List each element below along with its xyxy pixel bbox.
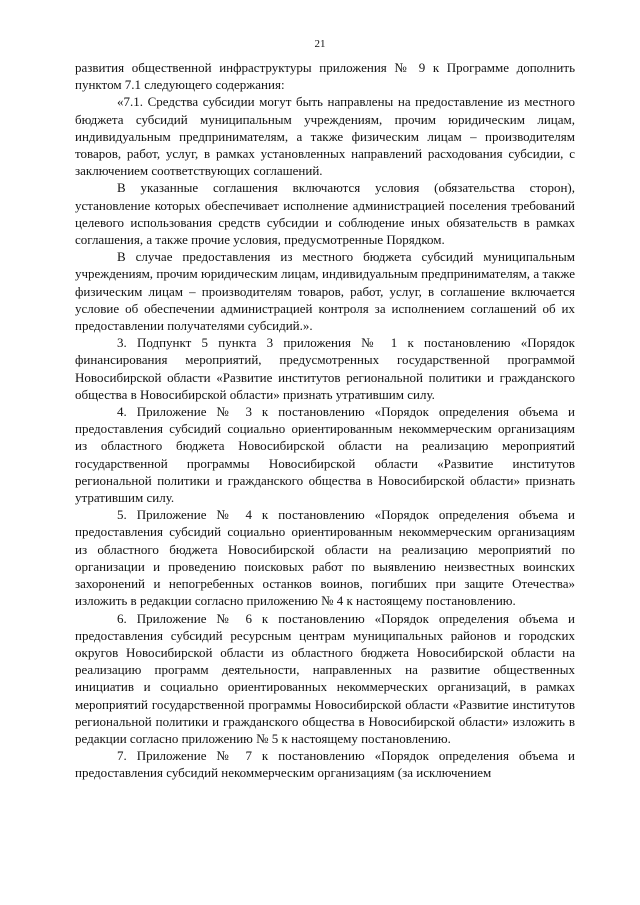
paragraph-item-4: 4. Приложение № 3 к постановлению «Порядок определения объема и предоставления субсидий социально ориентированным некоммерческим организациям из областного бюджета Новосибирской области на реализацию мероприятий государственной программы Новосибирской области «Развитие институтов региональной политики и гражданского общества в Новосибирской области» признать утратившим силу. [75, 404, 575, 506]
paragraph-item-3: 3. Подпункт 5 пункта 3 приложения № 1 к постановлению «Порядок финансирования мероприятий, предусмотренных государственной программой Новосибирской области «Развитие институтов региональной политики и гражданского общества в Новосибирской области» признать утратившим силу. [75, 335, 575, 402]
page-number: 21 [314, 38, 326, 50]
paragraph-agreements: В указанные соглашения включаются условия (обязательства сторон), установление которых обеспечивает исполнение администрацией поселения требований целевого использования средств субсидии и соблюдение иных обязательств в рамках соглашения, а также прочие условия, предусмотренные Порядком. [75, 180, 575, 248]
paragraph-subsidy-case: В случае предоставления из местного бюджета субсидий муниципальным учреждениям, прочим юридическим лицам, индивидуальным предпринимателям, а также физическим лицам – производителям товаров, работ, услуг, в соглашение включается условие об обеспечении администрацией контроля за исполнением соглашений об их предоставлении получателями субсидий.». [75, 249, 575, 334]
paragraph-item-5: 5. Приложение № 4 к постановлению «Порядок определения объема и предоставления субсидий социально ориентированным некоммерческим организациям из областного бюджета Новосибирской области на реализацию мероприятий по организации и проведению поисковых работ по выявлению неизвестных воинских захоронений и непогребенных останков воинов, погибших при защите Отечества» изложить в редакции согласно приложению № 4 к настоящему постановлению. [75, 507, 575, 609]
document-body [75, 59, 575, 782]
paragraph-continuation: развития общественной инфраструктуры приложения № 9 к Программе дополнить пунктом 7.1 следующего содержания: [75, 60, 575, 93]
paragraph-item-6: 6. Приложение № 6 к постановлению «Порядок определения объема и предоставления субсидий ресурсным центрам муниципальных районов и городских округов Новосибирской области из областного бюджета Новосибирской области на реализацию программ деятельности, направленных на развитие общественных инициатив и социально ориентированных некоммерческих организаций, в рамках мероприятий государственной программы Новосибирской области «Развитие институтов региональной политики и гражданского общества в Новосибирской области» изложить в редакции согласно приложению № 5 к настоящему постановлению. [75, 610, 575, 746]
paragraph-7-1: «7.1. Средства субсидии могут быть направлены на предоставление из местного бюджета субсидий муниципальным учреждениям, прочим юридическим лицам, индивидуальным предпринимателям, а также физическим лицам – производителям товаров, работ, услуг, в рамках установленных направлений расходования субсидии, с заключением соответствующих соглашений. [75, 94, 575, 179]
paragraph-item-7: 7. Приложение № 7 к постановлению «Порядок определения объема и предоставления субсидий некоммерческим организациям (за исключением [75, 748, 575, 781]
